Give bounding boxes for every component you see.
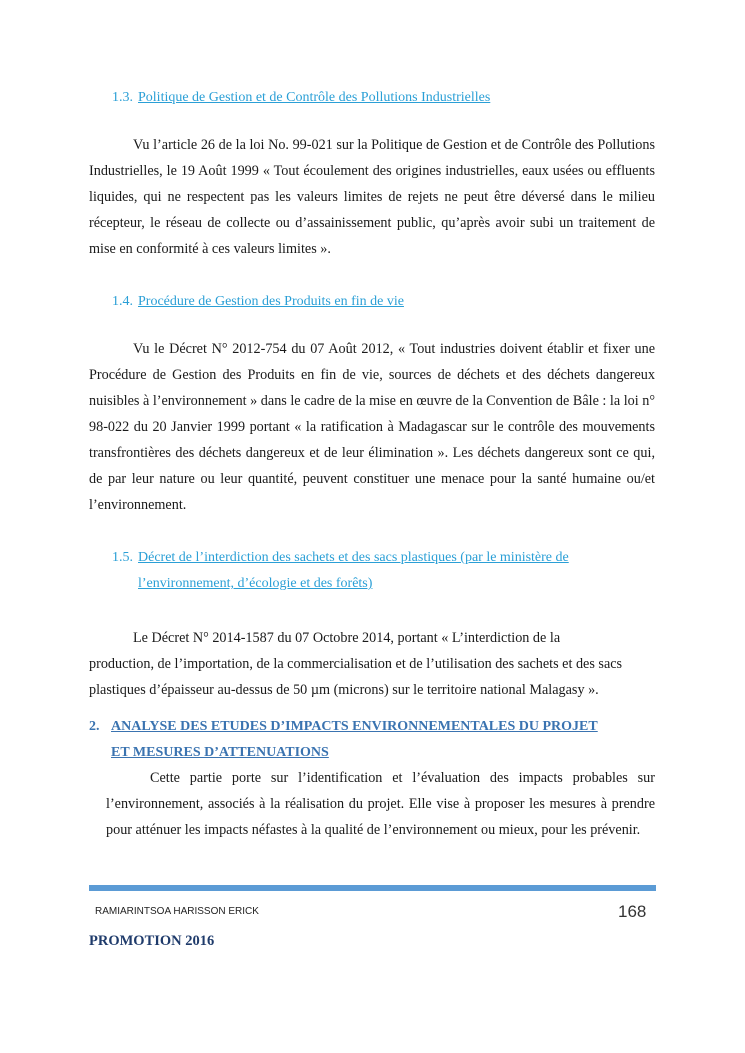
body-line: Le Décret N° 2014-1587 du 07 Octobre 2014, portant « L’interdiction de la [133, 630, 561, 646]
section-heading-1-3 [112, 85, 672, 111]
section-body-1-3: Vu l’article 26 de la loi No. 99-021 sur la Politique de Gestion et de Contrôle des Pollutions Industrielles, le 19 Août 1999 « Tout écoulement des origines industrielles, eaux usées ou effluents liquides, qui ne respectent pas les valeurs limites de rejets ne peut être déversé dans le milieu récepteur, le réseau de collecte ou d’assainissement public, qu’après avoir subi un traitement de mise en conformité à ces valeurs limites ». [89, 137, 655, 257]
section-title-line2: l’environnement, d’écologie et des forêts) [138, 576, 373, 591]
section-number: 1.3. [112, 90, 133, 105]
chapter-title-line2: ET MESURES D’ATTENUATIONS [111, 745, 329, 760]
section-title: Procédure de Gestion des Produits en fin de vie [138, 294, 404, 309]
page-number: 168 [618, 902, 647, 921]
body-line: plastiques d’épaisseur au-dessus de 50 µm (microns) sur le territoire national Malagasy ». [89, 682, 599, 698]
chapter-heading-2 [89, 714, 659, 766]
section-title: Politique de Gestion et de Contrôle des Pollutions Industrielles [138, 90, 491, 105]
body-line: production, de l’importation, de la commercialisation et de l’utilisation des sachets et des sacs [89, 656, 623, 672]
footer-divider [89, 885, 656, 891]
section-body-1-4: Vu le Décret N° 2012-754 du 07 Août 2012, « Tout industries doivent établir et fixer une Procédure de Gestion des Produits en fin de vie, sources de déchets et des déchets dangereux nuisibles à l’environnement » dans le cadre de la mise en œuvre de la Convention de Bâle : la loi n° 98-022 du 20 Janvier 1999 portant « la ratification à Madagascar sur le contrôle des mouvements transfrontières des déchets dangereux et de leur élimination ». Les déchets dangereux sont ce qui, de par leur nature ou leur quantité, peuvent constituer une menace pour la santé humaine ou/et l’environnement. [89, 341, 655, 513]
section-body-1-5 [89, 625, 655, 703]
section-title-line1: Décret de l’interdiction des sachets et des sacs plastiques (par le ministère de [138, 550, 569, 565]
section-number: 1.5. [112, 550, 133, 565]
chapter-number: 2. [89, 719, 100, 734]
chapter-body: Cette partie porte sur l’identification et l’évaluation des impacts probables sur l’environnement, associés à la réalisation du projet. Elle vise à proposer les mesures à prendre pour atténuer les impacts néfastes à la qualité de l’environnement ou mieux, pour les prévenir. [106, 770, 655, 838]
section-heading-1-5 [112, 545, 672, 597]
footer-promotion: PROMOTION 2016 [89, 933, 215, 949]
section-number: 1.4. [112, 294, 133, 309]
chapter-title-line1: ANALYSE DES ETUDES D’IMPACTS ENVIRONNEMENTALES DU PROJET [111, 719, 598, 734]
footer-author: RAMIARINTSOA HARISSON ERICK [95, 906, 259, 917]
section-heading-1-4 [112, 289, 672, 315]
